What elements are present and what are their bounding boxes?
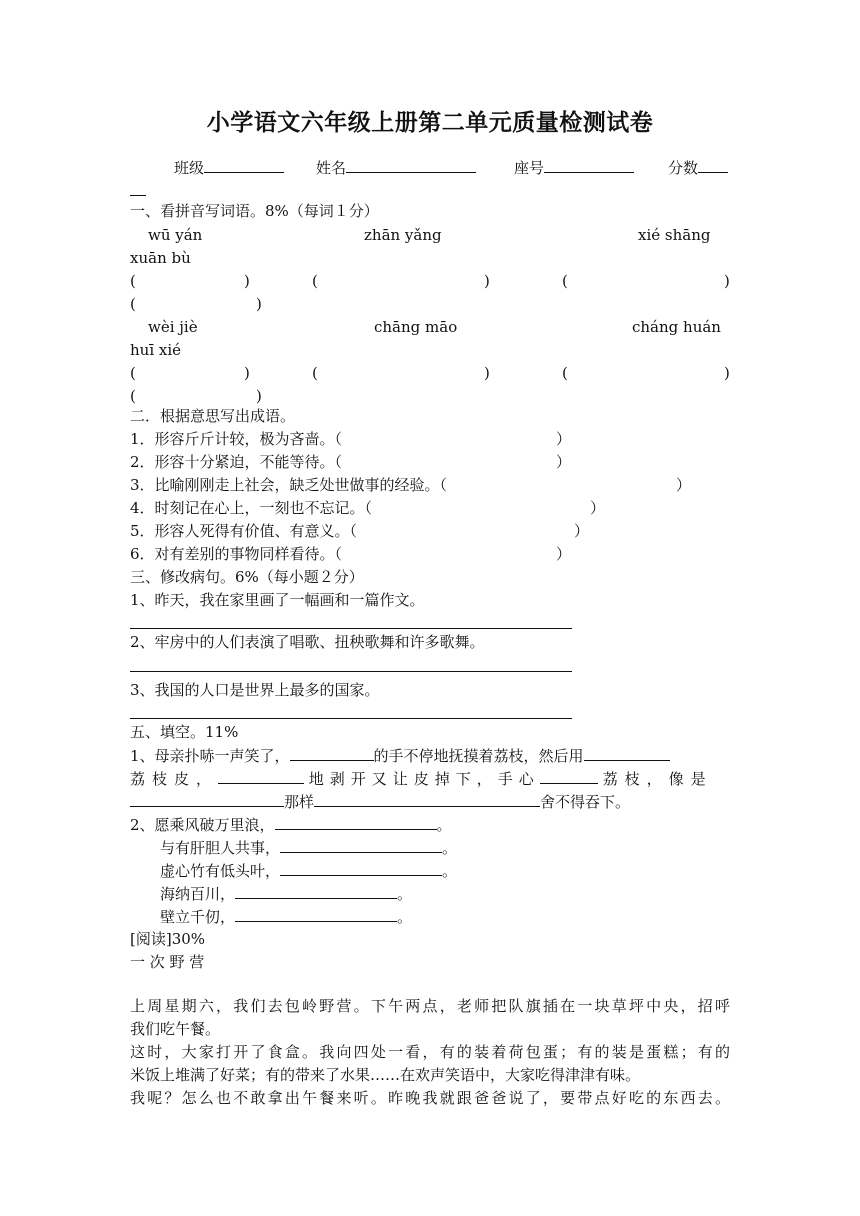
story-paragraph: 我们吃午餐。: [130, 1020, 221, 1038]
fill-line: 与有肝胆人共事， 。: [130, 836, 760, 859]
class-field[interactable]: 班级: [174, 156, 284, 180]
pinyin: cháng huán: [632, 318, 721, 336]
fill-blank[interactable]: [235, 905, 397, 922]
answer-line[interactable]: [130, 627, 572, 629]
seat-field[interactable]: 座号: [514, 156, 634, 180]
fill-line: 1、母亲扑哧一声笑了， 的手不停地抚摸着荔枝，然后用: [130, 744, 730, 767]
idiom-question: 4．时刻记在心上，一刻也不忘记。（ ）: [130, 499, 606, 517]
fill-blank[interactable]: [275, 813, 437, 830]
idiom-question: 3．比喻刚刚走上社会，缺乏处世做事的经验。（ ）: [130, 476, 692, 494]
fill-line: 壁立千仞， 。: [130, 905, 760, 928]
story-paragraph: 米饭上堆满了好菜；有的带来了水果……在欢声笑语中，大家吃得津津有味。: [130, 1066, 641, 1084]
answer-row-1: ( ) ( ) ( ): [130, 272, 730, 290]
answer-line[interactable]: [130, 717, 572, 719]
idiom-question: 6．对有差别的事物同样看待。（ ）: [130, 545, 572, 563]
story-paragraph: 我呢？怎么也不敢拿出午餐来听。昨晚我就跟爸爸说了，要带点好吃的东西去。: [130, 1089, 730, 1107]
fill-blank[interactable]: [290, 744, 374, 761]
section-5-heading: 五、填空。11%: [130, 723, 239, 741]
fill-line: 2、愿乘风破万里浪， 。: [130, 813, 730, 836]
score-field[interactable]: 分数: [668, 156, 728, 180]
pinyin-row-2: [130, 316, 730, 339]
reading-heading: [阅读]30%: [130, 930, 206, 948]
idiom-question: 2．形容十分紧迫，不能等待。（ ）: [130, 453, 572, 471]
pinyin-row-1: [130, 224, 730, 247]
sentence-question: 2、牢房中的人们表演了唱歌、扭秧歌舞和许多歌舞。: [130, 633, 485, 651]
pinyin: xié shāng: [638, 226, 711, 244]
pinyin: xuān bù: [130, 249, 191, 267]
fill-blank[interactable]: [218, 767, 304, 784]
answer-line[interactable]: [130, 670, 572, 672]
answer-row-2: ( ) ( ) ( ): [130, 364, 730, 382]
exam-page: 小学语文六年级上册第二单元质量检测试卷 班级 姓名 座号 分数 一、看拼音写词语。8%（每词１分） wū yán zhān yǎng xié shāng xuān bù ( ) ( ) ( ) ( ) wèi jiè chāng māo cháng huán huī xié ( ) ( ) ( ) ( ) 二．根据意思写出成语。 1．形容斤斤计较，极为吝啬。（ ） 2．形容十分紧迫，不能等待。（ ） 3．比喻刚刚走上社会，缺乏处世做事的经验。（ ） 4．时刻记在心上，一刻也不忘记。（ ） 5．形容人死得有价值、有意义。（ ） 6．对有差别的事物同样看待。（ ） 三、修改病句。6%（每小题２分） 1、昨天，我在家里画了一幅画和一篇作文。 2、牢房中的人们表演了唱歌、扭秧歌舞和许多歌舞。 3、我国的人口是世界上最多的国家。 五、填空。11% 1、母亲扑哧一声笑了， 的手不停地抚摸着荔枝，然后用 荔枝皮， 地剥开又让皮掉下，手心 荔枝，像是 那样 舍不得吞下。 2、愿乘风破万里浪， 。 与有肝胆人共事， 。 虚心竹有低头叶， 。 海纳百川， 。 壁立千仞， 。 [阅读]30% 一 次 野 营 上周星期六，我们去包岭野营。下午两点，老师把队旗插在一块草坪中央，招呼 我们吃午餐。 这时，大家打开了食盒。我向四处一看，有的装着荷包蛋；有的装是蛋糕；有的 米饭上堆满了好菜；有的带来了水果……在欢声笑语中，大家吃得津津有味。 我呢？怎么也不敢拿出午餐来听。昨晚我就跟爸爸说了，要带点好吃的东西去。: [130, 0, 730, 1216]
story-title: 一 次 野 营: [130, 953, 205, 971]
idiom-question: 5．形容人死得有价值、有意义。（ ）: [130, 522, 590, 540]
pinyin: wèi jiè: [148, 318, 198, 336]
pinyin: zhān yǎng: [364, 226, 442, 244]
fill-line: 虚心竹有低头叶， 。: [130, 859, 760, 882]
fill-line: 荔枝皮， 地剥开又让皮掉下，手心 荔枝，像是: [130, 767, 730, 790]
pinyin: wū yán: [148, 226, 203, 244]
page-title: 小学语文六年级上册第二单元质量检测试卷: [206, 109, 654, 136]
pinyin: huī xié: [130, 341, 182, 359]
sentence-question: 1、昨天，我在家里画了一幅画和一篇作文。: [130, 591, 425, 609]
fill-blank[interactable]: [584, 744, 670, 761]
name-field[interactable]: 姓名: [316, 156, 476, 180]
fill-blank[interactable]: [280, 859, 442, 876]
fill-blank[interactable]: [280, 836, 442, 853]
story-paragraph: 上周星期六，我们去包岭野营。下午两点，老师把队旗插在一块草坪中央，招呼: [130, 997, 730, 1015]
fill-line: 海纳百川， 。: [130, 882, 760, 905]
student-info-row: [130, 156, 730, 179]
section-3-heading: 三、修改病句。6%（每小题２分）: [130, 568, 364, 586]
story-paragraph: 这时，大家打开了食盒。我向四处一看，有的装着荷包蛋；有的装是蛋糕；有的: [130, 1043, 730, 1061]
section-1-heading: 一、看拼音写词语。8%（每词１分）: [130, 202, 379, 220]
fill-line: 那样 舍不得吞下。: [130, 790, 730, 813]
fill-blank[interactable]: [314, 790, 540, 807]
fill-blank[interactable]: [130, 790, 284, 807]
score-blank-wrap[interactable]: [130, 183, 146, 196]
sentence-question: 3、我国的人口是世界上最多的国家。: [130, 681, 380, 699]
fill-blank[interactable]: [235, 882, 397, 899]
section-2-heading: 二．根据意思写出成语。: [130, 407, 296, 425]
idiom-question: 1．形容斤斤计较，极为吝啬。（ ）: [130, 430, 572, 448]
fill-blank[interactable]: [540, 767, 598, 784]
pinyin: chāng māo: [374, 318, 458, 336]
